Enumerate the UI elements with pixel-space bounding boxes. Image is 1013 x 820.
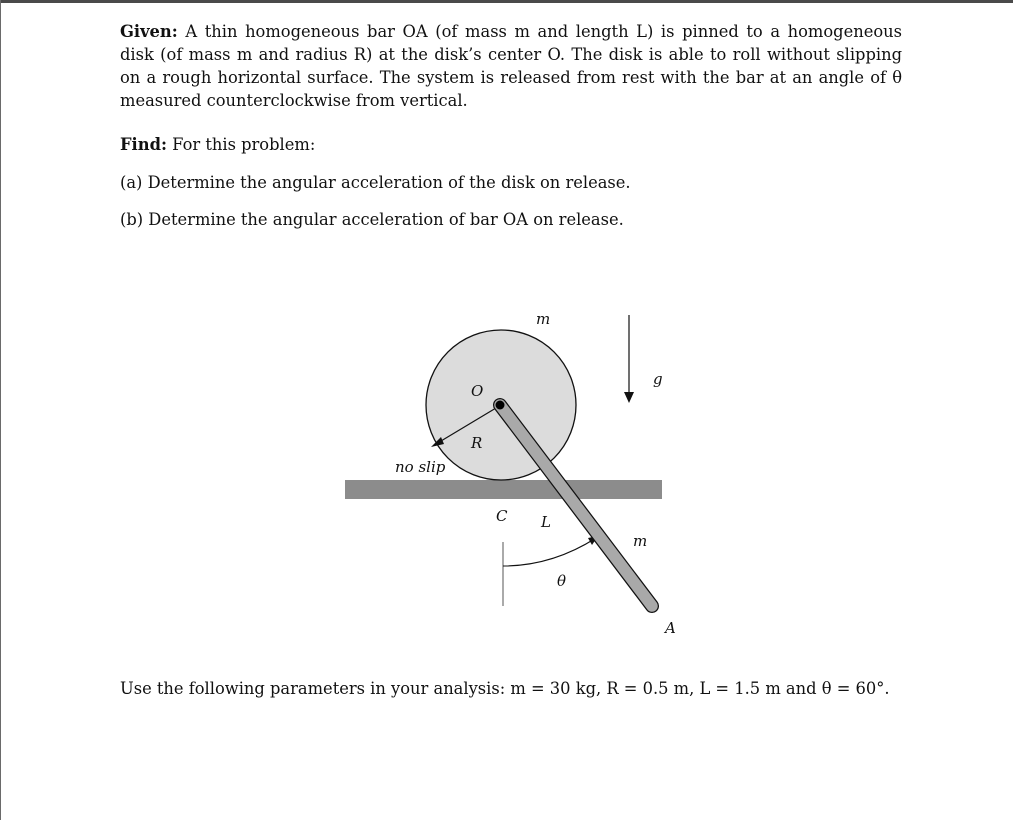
disk-mass-label: m bbox=[536, 310, 551, 328]
find-text: For this problem: bbox=[172, 135, 316, 154]
pin-o bbox=[496, 401, 505, 410]
end-a-label: A bbox=[665, 619, 676, 637]
given-label: Given: bbox=[120, 22, 178, 41]
find-label: Find: bbox=[120, 135, 167, 154]
radius-label: R bbox=[471, 434, 483, 452]
bar-mass-label: m bbox=[633, 532, 648, 550]
angle-theta-label: θ bbox=[557, 572, 567, 590]
gravity-label: g bbox=[653, 370, 663, 388]
question-part-a: (a) Determine the angular acceleration of the disk on release. bbox=[120, 173, 631, 192]
contact-c-label: C bbox=[496, 507, 508, 525]
center-o-label: O bbox=[471, 382, 484, 400]
question-part-b: (b) Determine the angular acceleration of bar OA on release. bbox=[120, 210, 624, 229]
bar-oa-fill bbox=[500, 405, 652, 606]
length-label: L bbox=[541, 513, 551, 531]
given-text: A thin homogeneous bar OA (of mass m and length L) is pinned to a homogeneous disk (of mass m and radius R) at the disk’s center O. The disk is able to roll without slipping on a rough horizontal surface. The system is released from rest with the bar at an angle of θ measured counterclockwise from vertical. bbox=[120, 22, 902, 110]
parameters-line: Use the following parameters in your analysis: m = 30 kg, R = 0.5 m, L = 1.5 m and θ = 60°. bbox=[120, 679, 890, 698]
no-slip-label: no slip bbox=[395, 458, 446, 476]
angle-arc bbox=[503, 538, 596, 566]
gravity-arrowhead bbox=[624, 392, 634, 403]
ground-surface bbox=[345, 480, 662, 499]
